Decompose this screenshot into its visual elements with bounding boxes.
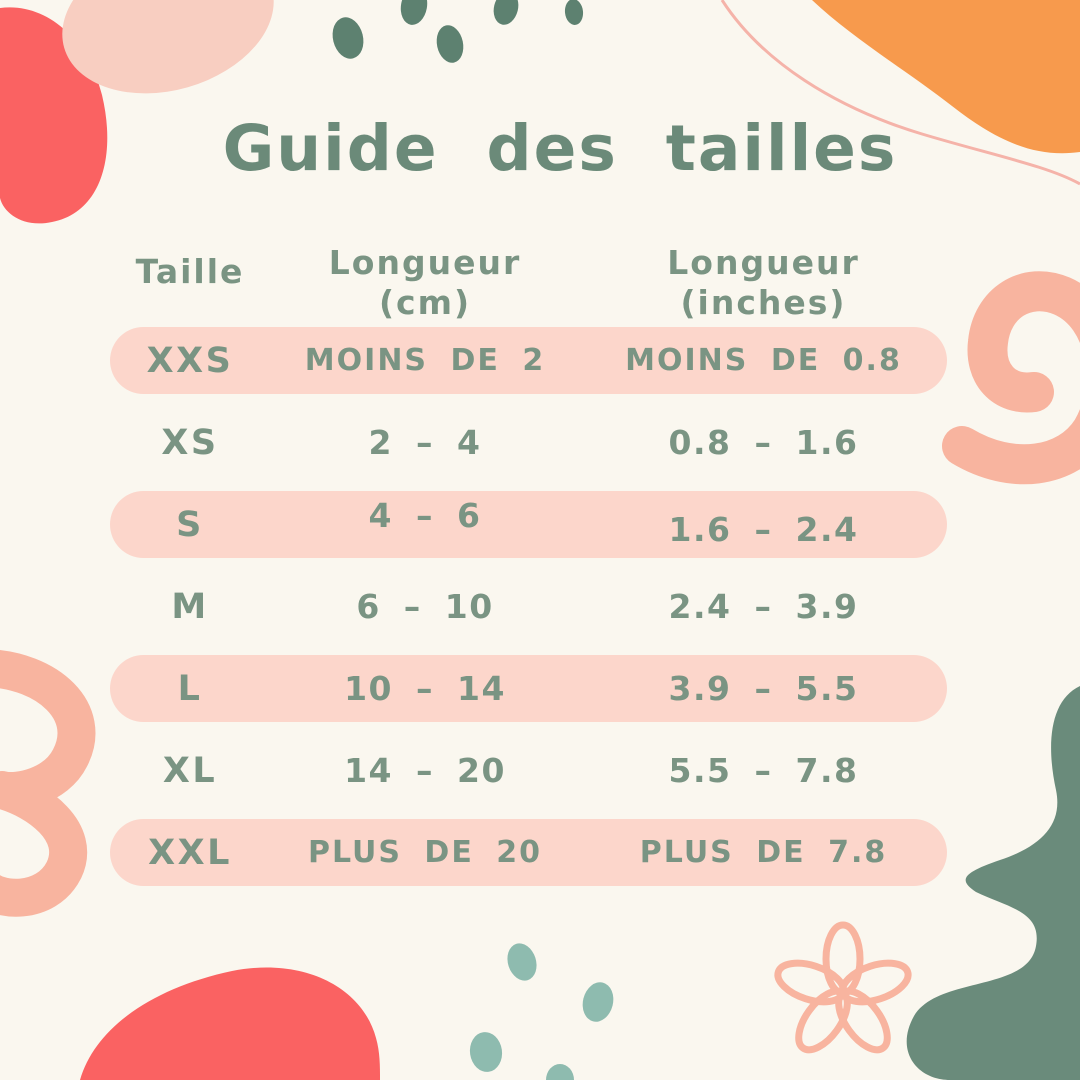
- column-header-unit: (inches): [680, 283, 847, 323]
- table-row-l: [110, 655, 947, 722]
- column-header-label: Longueur: [667, 243, 860, 282]
- inches-cell: MOINS DE 0.8: [625, 343, 902, 378]
- table-row-xl: [110, 737, 947, 804]
- table-row-xxs: [110, 327, 947, 394]
- flower-icon: [773, 925, 913, 1058]
- cm-cell: PLUS DE 20: [307, 835, 543, 870]
- page-title: Guide des tailles: [222, 112, 898, 185]
- cm-cell: 2 – 4: [368, 423, 482, 462]
- inches-cell: 0.8 – 1.6: [668, 423, 859, 462]
- cm-cell: MOINS DE 2: [304, 343, 546, 378]
- green-dot: [490, 0, 522, 27]
- teal-dot: [503, 940, 541, 985]
- table-row-s: [110, 491, 947, 558]
- cm-cell: 6 – 10: [356, 587, 494, 626]
- size-cell: S: [176, 504, 204, 545]
- flower-petal: [773, 956, 848, 1009]
- column-header-unit: (cm): [378, 283, 472, 323]
- green-dot: [328, 14, 367, 62]
- table-header-row: [110, 243, 947, 324]
- teal-dot: [546, 1064, 574, 1080]
- table-row-xs: [110, 409, 947, 476]
- inches-cell: 2.4 – 3.9: [668, 587, 859, 626]
- column-header-label: Longueur: [328, 243, 522, 282]
- column-header-taille: [110, 243, 270, 324]
- column-header-label: Taille: [135, 252, 245, 291]
- green-dots-top: [328, 0, 584, 65]
- salmon-squiggle-left: [0, 668, 76, 898]
- salmon-swirl-right: [962, 291, 1080, 464]
- teal-dot: [579, 979, 618, 1025]
- cm-cell: 14 – 20: [344, 751, 506, 790]
- size-cell: XXL: [148, 832, 232, 873]
- size-cell: XS: [161, 422, 219, 463]
- inches-cell: 1.6 – 2.4: [668, 510, 859, 549]
- size-cell: L: [177, 668, 203, 709]
- inches-cell: 3.9 – 5.5: [668, 669, 859, 708]
- green-dot: [398, 0, 430, 27]
- green-dot: [433, 23, 466, 66]
- green-dot: [564, 0, 585, 26]
- coral-blob-bottom: [80, 967, 380, 1080]
- teal-dot: [467, 1030, 504, 1074]
- cm-cell: 4 – 6: [368, 496, 482, 535]
- size-cell: XL: [162, 750, 218, 791]
- column-header-longueur-cm: [270, 243, 580, 324]
- size-cell: XXS: [146, 340, 234, 381]
- table-row-m: [110, 573, 947, 640]
- table-row-xxl: [110, 819, 947, 886]
- inches-cell: PLUS DE 7.8: [639, 835, 888, 870]
- cm-cell: 10 – 14: [344, 669, 506, 708]
- size-table: [110, 327, 947, 901]
- size-cell: M: [171, 586, 209, 627]
- inches-cell: 5.5 – 7.8: [668, 751, 859, 790]
- teal-dots-bottom: [467, 940, 617, 1080]
- column-header-longueur-inches: [580, 243, 947, 324]
